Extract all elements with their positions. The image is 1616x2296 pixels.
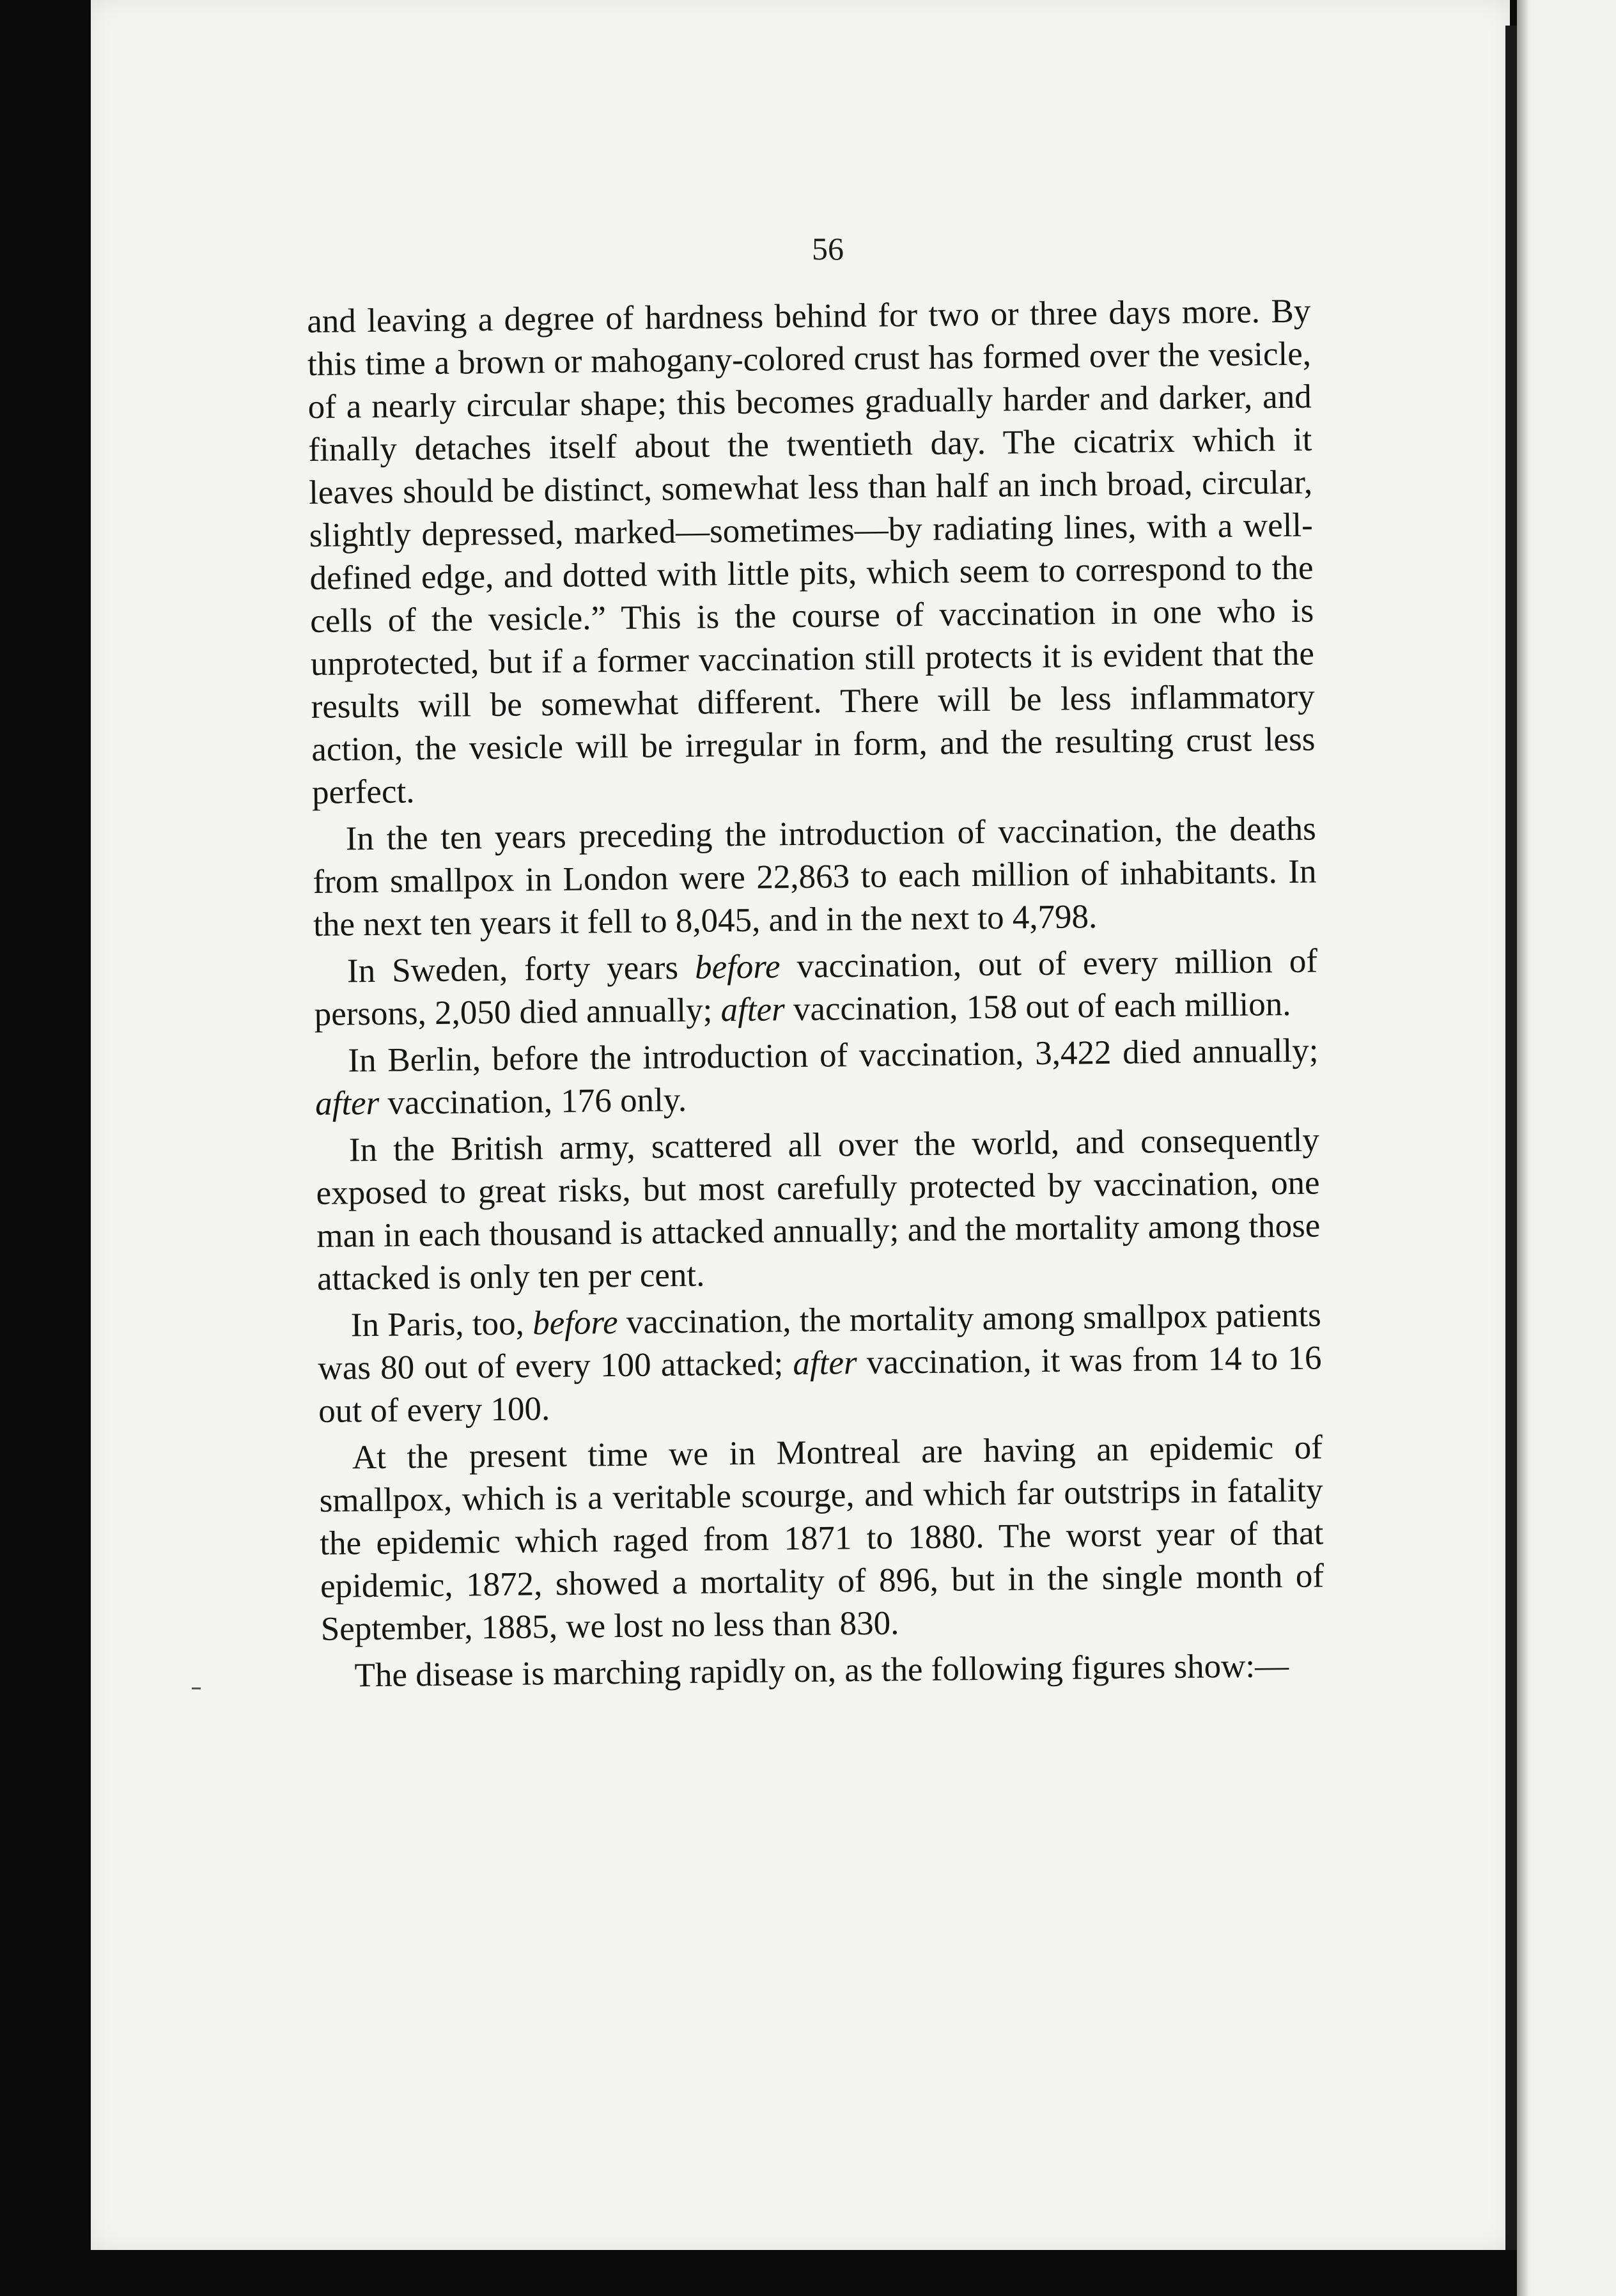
page-edge-divider [1505,26,1517,2250]
text-run: At the present time we in Montreal are having an epidemic of smallpox, which is a veritable scourge, and which far outstrips in fatality the epidemic which raged from 1871 to 1880. The worst year of that epidemic, 1872, showed a mortality of 896, but in the single month of September, 1885, we lost no less than 830. [319,1429,1325,1648]
text-run: vaccination, 158 out of each million. [784,985,1291,1028]
italic-text: before [694,948,781,986]
text-run: and leaving a degree of hardness behind for two or three days more. By this time a brown or mahogany-colored crust has formed over the vesicle, of a nearly circular shape; this becomes gradually harder and darker, and finally detaches itself about the twentieth day. The cicatrix which it leaves should be distinct, somewhat less than half an inch broad, circular, slightly depressed, marked—sometimes—by radiating lines, with a well-defined edge, and dotted with little pits, which seem to correspond to the cells of the vesicle.” This is the course of vaccination in one who is unprotected, but if a former vaccination still protects it is evident that the results will be somewhat different. There will be less inflammatory action, the vesicle will be irregular in form, and the resulting crust less perfect. [307,292,1316,811]
text-run: vaccination, the mortality among smallpox patients was 80 out of every 100 attacked; [318,1296,1322,1387]
adjacent-page-strip [1517,0,1616,2296]
text-run: vaccination, it was from 14 to 16 out of every 100. [318,1339,1322,1430]
margin-mark [192,1687,201,1689]
body-text [307,290,1325,1702]
gutter-shadow [1517,0,1530,2296]
text-run: In Paris, too, [350,1305,533,1344]
paragraph [319,1426,1325,1650]
text-run: In the ten years preceding the introduction of vaccination, the deaths from smallpox in London were 22,863 to each million of inhabitants. In the next ten years it fell to 8,045, and in the next to 4,798. [313,810,1317,943]
paragraph [314,940,1318,1036]
italic-text: after [793,1344,857,1383]
text-run: vaccination, out of every million of persons, 2,050 died annually; [314,942,1318,1033]
paragraph [307,290,1316,814]
page-number: 56 [812,231,844,267]
italic-text: before [532,1303,618,1342]
text-run: vaccination, 176 only. [378,1081,687,1122]
paragraph [315,1029,1319,1125]
italic-text: after [720,991,785,1029]
paragraph [321,1644,1325,1697]
text-run: In Sweden, forty years [346,949,695,990]
paragraph [312,808,1317,947]
text-run: In the British army, scattered all over the world, and consequently exposed to great risks, but most carefully protected by vaccination, one man in each thousand is attacked annually; and the mortality among those attacked is only ten per cent. [316,1121,1321,1298]
paragraph [317,1294,1322,1432]
paragraph [316,1119,1321,1300]
text-run: The disease is marching rapidly on, as the following figures show:— [354,1647,1289,1695]
text-run: In Berlin, before the introduction of vaccination, 3,422 died annually; [348,1032,1319,1080]
italic-text: after [315,1084,380,1122]
